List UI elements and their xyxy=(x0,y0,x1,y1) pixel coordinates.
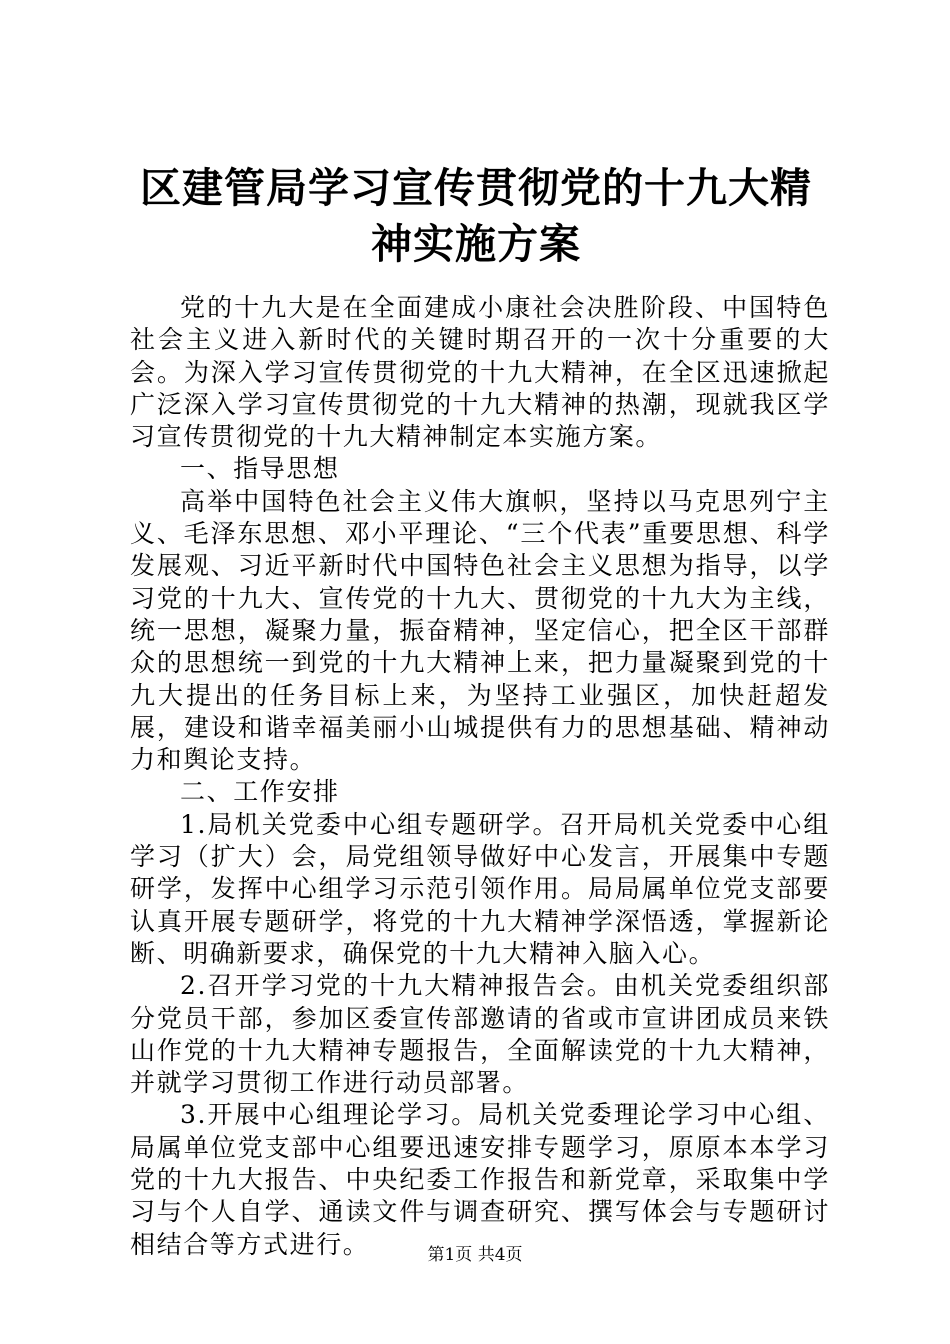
document-title: 区建管局学习宣传贯彻党的十九大精神实施方案 xyxy=(140,164,812,268)
section-heading-guiding-thought: 一、指导思想 xyxy=(180,454,340,484)
document-body xyxy=(130,292,830,1261)
section-heading-work-arrangement: 二、工作安排 xyxy=(180,777,340,807)
page-footer: 第1页 共4页 xyxy=(427,1245,523,1265)
guiding-thought-paragraph: 高举中国特色社会主义伟大旗帜，坚持以马克思列宁主义、毛泽东思想、邓小平理论、“三个代表”重要思想、科学发展观、习近平新时代中国特色社会主义思想为指导，以学习党的十九大、宣传党的十九大、贯彻党的十九大为主线，统一思想，凝聚力量，振奋精神，坚定信心，把全区干部群众的思想统一到党的十九大精神上来，把力量凝聚到党的十九大提出的任务目标上来，为坚持工业强区，加快赶超发展，建设和谐幸福美丽小山城提供有力的思想基础、精神动力和舆论支持。 xyxy=(130,486,830,775)
work-item-1-paragraph: 1.局机关党委中心组专题研学。召开局机关党委中心组学习（扩大）会，局党组领导做好中心发言，开展集中专题研学，发挥中心组学习示范引领作用。局局属单位党支部要认真开展专题研学，将党的十九大精神学深悟透，掌握新论断、明确新要求，确保党的十九大精神入脑入心。 xyxy=(130,809,830,968)
intro-paragraph: 党的十九大是在全面建成小康社会决胜阶段、中国特色社会主义进入新时代的关键时期召开的一次十分重要的大会。为深入学习宣传贯彻党的十九大精神，在全区迅速掀起广泛深入学习宣传贯彻党的十九大精神的热潮，现就我区学习宣传贯彻党的十九大精神制定本实施方案。 xyxy=(130,293,830,452)
work-item-2-paragraph: 2.召开学习党的十九大精神报告会。由机关党委组织部分党员干部，参加区委宣传部邀请的省或市宣讲团成员来铁山作党的十九大精神专题报告，全面解读党的十九大精神，并就学习贯彻工作进行动员部署。 xyxy=(130,971,830,1098)
work-item-3-paragraph: 3.开展中心组理论学习。局机关党委理论学习中心组、局属单位党支部中心组要迅速安排专题学习，原原本本学习党的十九大报告、中央纪委工作报告和新党章，采取集中学习与个人自学、通读文件与调查研究、撰写体会与专题研讨相结合等方式进行。 xyxy=(130,1100,830,1259)
